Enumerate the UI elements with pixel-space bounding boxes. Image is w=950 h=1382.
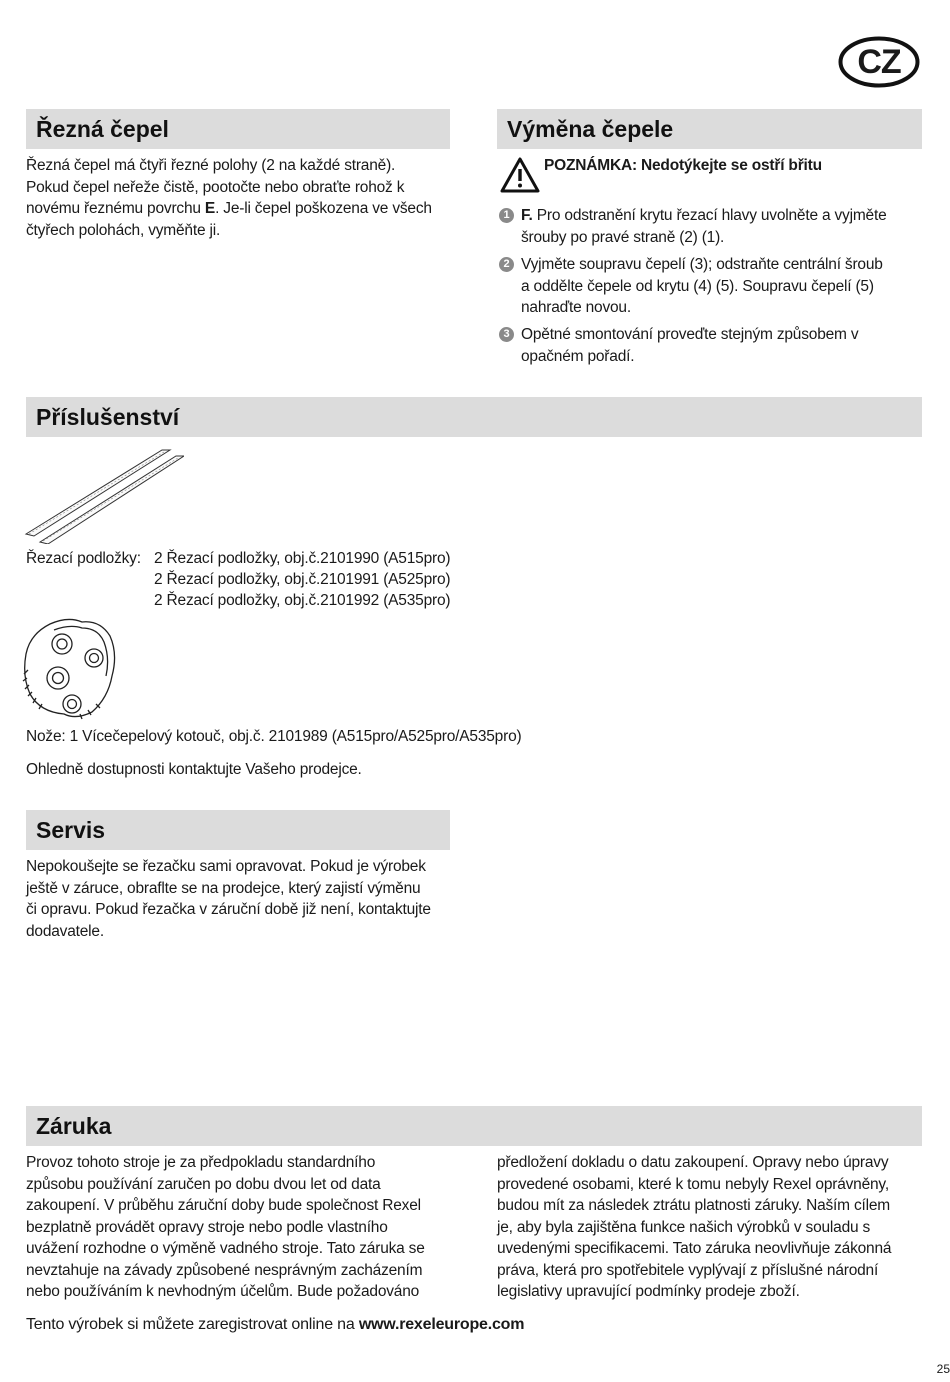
step-3 bbox=[503, 324, 921, 367]
text-line: je, aby byla zajištěna funkce našich výrobků v souladu s bbox=[497, 1218, 871, 1236]
register-link[interactable]: www.rexeleurope.com bbox=[358, 1316, 525, 1333]
step-1 bbox=[503, 205, 921, 248]
text-line: provedené osobami, které k tomu nebyly Rexel oprávněny, bbox=[497, 1175, 889, 1193]
text-line: Pokud čepel neřeže čistě, pootočte nebo obraťte rohož k bbox=[26, 178, 405, 196]
warranty-text-right bbox=[497, 1152, 927, 1303]
service-heading: Servis bbox=[26, 810, 450, 850]
step-number: 3 bbox=[499, 327, 514, 342]
mat-item: 2 Řezací podložky, obj.č.2101992 (A535pro) bbox=[154, 592, 451, 609]
text-line: a oddělte čepele od krytu (4) (5). Soupravu čepelí (5) bbox=[521, 277, 874, 295]
text-line: Nepokoušejte se řezačku sami opravovat. Pokud je výrobek bbox=[26, 858, 426, 875]
text-line: uvedenými specifikacemi. Tato záruka neovlivňuje zákonná bbox=[497, 1240, 892, 1257]
mat-item: 2 Řezací podložky, obj.č.2101991 (A525pro) bbox=[154, 571, 451, 588]
text-line: uvážení rozhodne o výměně vadného stroje. Tato záruka se bbox=[26, 1240, 425, 1257]
page-number: 25 bbox=[936, 1362, 950, 1376]
cutting-mats-illustration bbox=[24, 448, 184, 544]
warranty-text-left bbox=[26, 1152, 466, 1303]
text-line: čtyřech polohách, vyměňte ji. bbox=[26, 221, 221, 239]
text-line: Řezná čepel má čtyři řezné polohy (2 na každé straně). bbox=[26, 157, 396, 174]
step-number: 2 bbox=[499, 257, 514, 272]
text-line: způsobu používání zaručen po dobu dvou let od data bbox=[26, 1175, 381, 1193]
register-text: Tento výrobek si můžete zaregistrovat online na bbox=[26, 1316, 359, 1333]
step-number: 1 bbox=[499, 208, 514, 223]
text-line: nebo používáním k nevhodným účelům. Bude požadováno bbox=[26, 1283, 420, 1300]
language-badge-label: CZ bbox=[857, 43, 901, 81]
text-line: šrouby po pravé straně (2) (1). bbox=[521, 228, 725, 246]
mats-label: Řezací podložky: bbox=[26, 550, 141, 567]
text-line: legislativy upravující podmínky prodeje zboží. bbox=[497, 1283, 800, 1300]
register-line bbox=[26, 1314, 524, 1336]
text-line: nevztahuje na závady způsobené nesprávným zacházením bbox=[26, 1261, 423, 1279]
mat-item: 2 Řezací podložky, obj.č.2101990 (A515pro) bbox=[154, 550, 451, 567]
accessories-heading: Příslušenství bbox=[26, 397, 922, 437]
text-line: opačném pořadí. bbox=[521, 347, 635, 365]
text-line: Provoz tohoto stroje je za předpokladu standardního bbox=[26, 1154, 376, 1171]
text-line: předložení dokladu o datu zakoupení. Opravy nebo úpravy bbox=[497, 1154, 889, 1171]
text-line: ještě v záruce, obraflte se na prodejce, který zajistí výměnu bbox=[26, 879, 421, 897]
blade-change-heading: Výměna čepele bbox=[497, 109, 922, 149]
multi-blade-disc-illustration bbox=[20, 614, 120, 722]
note-text: POZNÁMKA: Nedotýkejte se ostří břitu bbox=[544, 157, 822, 174]
text-line: budou mít za následek ztrátu platnosti záruky. Naším cílem bbox=[497, 1197, 891, 1214]
text-line: novému řeznému povrchu E. Je-li čepel poškozena ve všech bbox=[26, 200, 432, 217]
text-line: dodavatele. bbox=[26, 922, 104, 940]
language-badge bbox=[838, 36, 920, 88]
text-line: bezplatně provádět opravy stroje nebo podle vlastního bbox=[26, 1218, 388, 1236]
step-2 bbox=[503, 254, 921, 319]
cutting-blade-text bbox=[26, 155, 450, 241]
warning-icon bbox=[499, 156, 541, 194]
warranty-heading: Záruka bbox=[26, 1106, 922, 1146]
text-line: zakoupení. V průběhu záruční doby bude společnost Rexel bbox=[26, 1197, 421, 1214]
service-text bbox=[26, 856, 456, 942]
cutting-blade-heading: Řezná čepel bbox=[26, 109, 450, 149]
text-line: Vyjměte soupravu čepelí (3); odstraňte centrální šroub bbox=[521, 256, 883, 273]
text-line: nahraďte novou. bbox=[521, 299, 631, 316]
text-line: či opravu. Pokud řezačka v záruční době již není, kontaktujte bbox=[26, 901, 431, 918]
text-line: Opětné smontování proveďte stejným způsobem v bbox=[521, 326, 859, 343]
text-line: práva, která pro spotřebitele vyplývají z příslušné národní bbox=[497, 1261, 879, 1279]
availability-line: Ohledně dostupnosti kontaktujte Vašeho prodejce. bbox=[26, 761, 362, 778]
text-line: F. Pro odstranění krytu řezací hlavy uvolněte a vyjměte bbox=[521, 207, 887, 224]
knives-line: Nože: 1 Vícečepelový kotouč, obj.č. 2101989 (A515pro/A525pro/A535pro) bbox=[26, 728, 522, 745]
